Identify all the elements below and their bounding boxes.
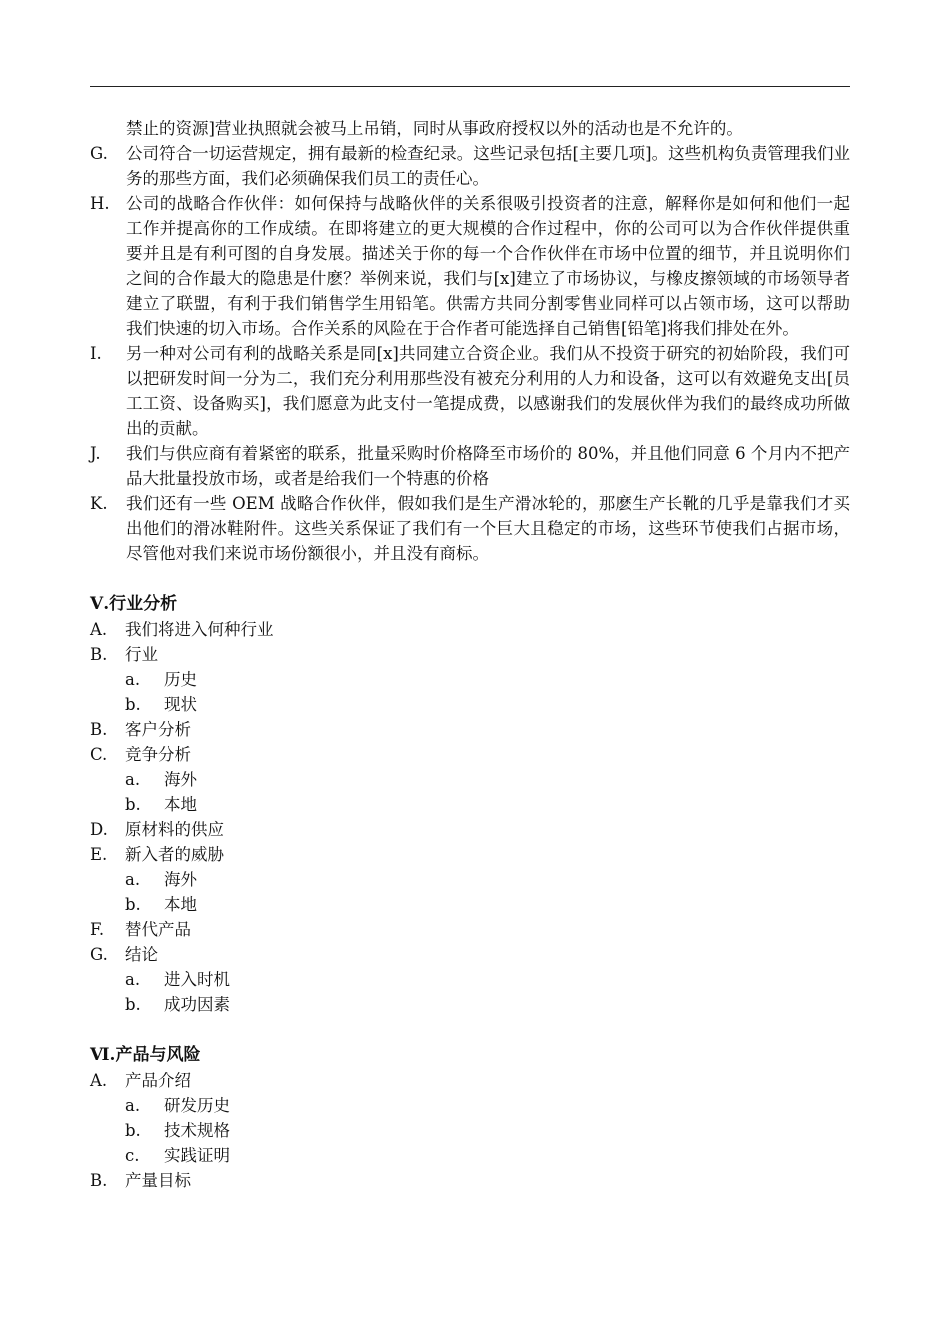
outline-subitem [90, 992, 850, 1017]
outline-item [90, 817, 850, 842]
paragraph-i [90, 341, 850, 441]
paragraph-text: 另一种对公司有利的战略关系是同[x]共同建立合资企业。我们从不投资于研究的初始阶段，我们可以把研发时间一分为二，我们充分利用那些没有被充分利用的人力和设备，这可以有效避免支出[员工工资、设备购买]，我们愿意为此支付一笔提成费，以感谢我们的发展伙伴为我们的最终成功所做出的贡献。 [126, 344, 850, 438]
outline-subitem [90, 867, 850, 892]
document-body [90, 116, 850, 1193]
outline-subitem-text: 海外 [164, 870, 197, 889]
section-spacer [90, 1017, 850, 1043]
list-marker: A. [90, 620, 108, 639]
outline-subitem [90, 1143, 850, 1168]
outline-item-text: 竞争分析 [125, 745, 191, 764]
outline-item-text: 我们将进入何种行业 [125, 620, 274, 639]
list-marker: I. [90, 344, 102, 363]
paragraph-continuation [90, 116, 850, 141]
outline-item-text: 替代产品 [125, 920, 191, 939]
outline-subitem-text: 成功因素 [164, 995, 230, 1014]
list-marker: a. [125, 770, 141, 789]
paragraph-j [90, 441, 850, 491]
outline-subitem [90, 1093, 850, 1118]
list-marker: c. [125, 1146, 140, 1165]
list-marker: G. [90, 144, 108, 163]
outline-item [90, 1168, 850, 1193]
outline-item [90, 642, 850, 667]
outline-subitem [90, 692, 850, 717]
outline-subitem-text: 本地 [164, 795, 197, 814]
list-marker: C. [90, 745, 108, 764]
outline-subitem-text: 历史 [164, 670, 197, 689]
outline-item [90, 942, 850, 967]
outline-subitem-text: 实践证明 [164, 1146, 230, 1165]
outline-subitem-text: 技术规格 [164, 1121, 230, 1140]
outline-item [90, 742, 850, 767]
outline-item-text: 产量目标 [125, 1171, 191, 1190]
outline-subitem-text: 本地 [164, 895, 197, 914]
outline-item-text: 产品介绍 [125, 1071, 191, 1090]
outline-item [90, 917, 850, 942]
outline-subitem-text: 进入时机 [164, 970, 230, 989]
outline-item-text: 结论 [125, 945, 158, 964]
list-marker: a. [125, 970, 141, 989]
outline-item-text: 原材料的供应 [125, 820, 224, 839]
list-marker: a. [125, 670, 141, 689]
list-marker: J. [90, 444, 101, 463]
list-marker: b. [125, 1121, 141, 1140]
list-marker: H. [90, 194, 110, 213]
header-rule [90, 86, 850, 87]
list-marker: b. [125, 995, 141, 1014]
section-heading-product-risk: Ⅵ.产品与风险 [90, 1045, 201, 1065]
outline-subitem-text: 海外 [164, 770, 197, 789]
section-spacer [90, 566, 850, 592]
list-marker: a. [125, 1096, 141, 1115]
list-marker: a. [125, 870, 141, 889]
list-marker: G. [90, 945, 108, 964]
list-marker: b. [125, 695, 141, 714]
outline-item [90, 842, 850, 867]
outline-subitem [90, 667, 850, 692]
outline-item-text: 客户分析 [125, 720, 191, 739]
list-marker: B. [90, 645, 108, 664]
outline-subitem [90, 892, 850, 917]
paragraph-k [90, 491, 850, 566]
list-marker: K. [90, 494, 108, 513]
outline-item [90, 717, 850, 742]
list-marker: F. [90, 920, 105, 939]
paragraph-text: 我们还有一些 OEM 战略合作伙伴，假如我们是生产滑冰轮的，那麽生产长靴的几乎是靠我们才买出他们的滑冰鞋附件。这些关系保证了我们有一个巨大且稳定的市场，这些环节使我们占据市场，尽管他对我们来说市场份额很小，并且没有商标。 [126, 494, 850, 563]
outline-subitem [90, 792, 850, 817]
outline-subitem [90, 967, 850, 992]
paragraph-text: 公司的战略合作伙伴：如何保持与战略伙伴的关系很吸引投资者的注意，解释你是如何和他们一起工作并提高你的工作成绩。在即将建立的更大规模的合作过程中，你的公司可以为合作伙伴提供重要并且是有利可图的自身发展。描述关于你的每一个合作伙伴在市场中位置的细节，并且说明你们之间的合作最大的隐患是什麽？举例来说，我们与[x]建立了市场协议，与橡皮擦领域的市场领导者建立了联盟，有利于我们销售学生用铅笔。供需方共同分割零售业同样可以占领市场，这可以帮助我们快速的切入市场。合作关系的风险在于合作者可能选择自己销售[铅笔]将我们排处在外。 [126, 194, 850, 338]
product-risk-outline [90, 1068, 850, 1193]
list-marker: B. [90, 720, 108, 739]
list-marker: A. [90, 1071, 108, 1090]
outline-item-text: 行业 [125, 645, 158, 664]
list-marker: E. [90, 845, 108, 864]
list-marker: b. [125, 795, 141, 814]
outline-item [90, 617, 850, 642]
paragraph-h [90, 191, 850, 341]
paragraph-text: 我们与供应商有着紧密的联系，批量采购时价格降至市场价的 80%，并且他们同意 6 个月内不把产品大批量投放市场，或者是给我们一个特惠的价格 [126, 444, 850, 488]
list-marker: D. [90, 820, 108, 839]
outline-subitem [90, 767, 850, 792]
paragraph-text: 禁止的资源]营业执照就会被马上吊销，同时从事政府授权以外的活动也是不允许的。 [126, 119, 743, 138]
section-heading-industry-analysis: Ⅴ.行业分析 [90, 594, 178, 614]
outline-subitem-text: 现状 [164, 695, 197, 714]
paragraph-text: 公司符合一切运营规定，拥有最新的检查纪录。这些记录包括[主要几项]。这些机构负责管理我们业务的那些方面，我们必须确保我们员工的责任心。 [126, 144, 850, 188]
outline-subitem [90, 1118, 850, 1143]
list-marker: B. [90, 1171, 108, 1190]
industry-analysis-outline [90, 617, 850, 1017]
outline-subitem-text: 研发历史 [164, 1096, 230, 1115]
outline-item-text: 新入者的威胁 [125, 845, 224, 864]
outline-item [90, 1068, 850, 1093]
paragraph-g [90, 141, 850, 191]
list-marker: b. [125, 895, 141, 914]
